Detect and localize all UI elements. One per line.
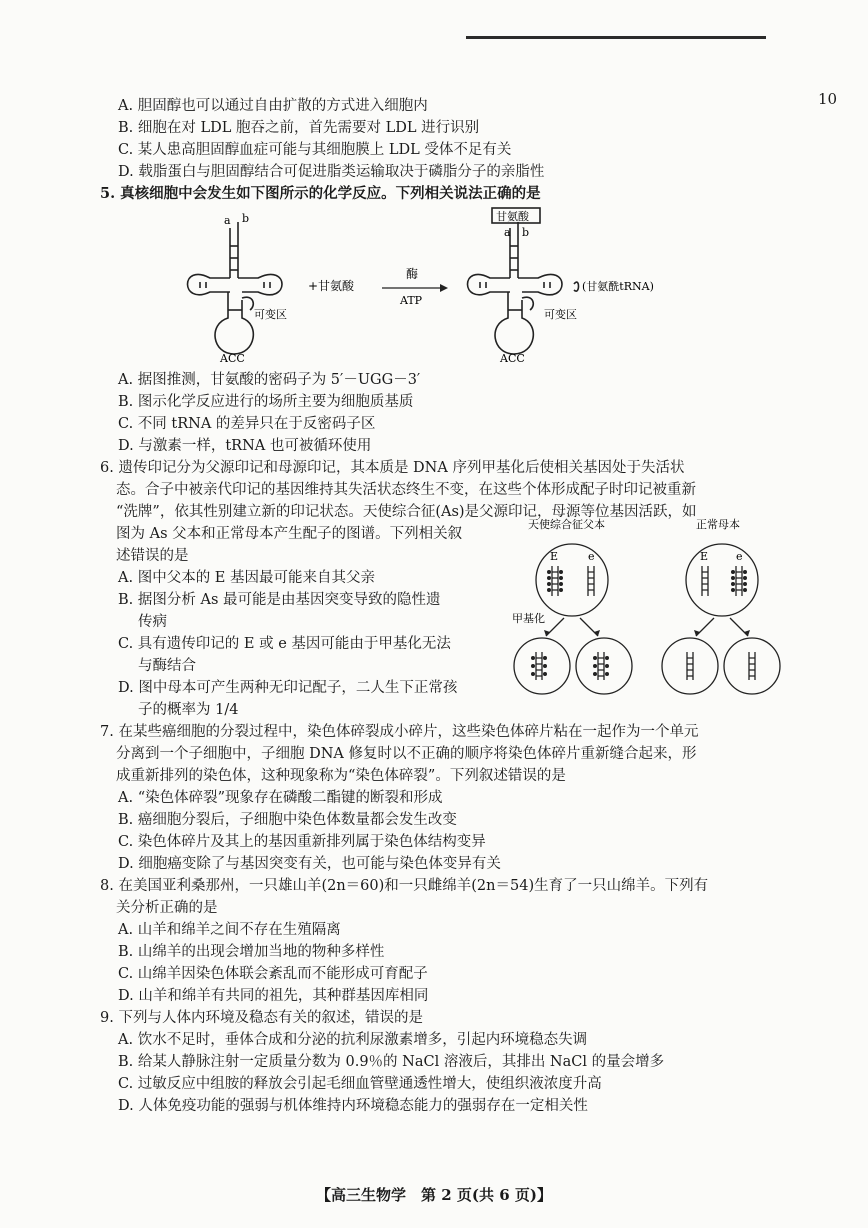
father-gene-E: E <box>550 550 559 563</box>
end-b-label: b <box>242 212 250 225</box>
q9-option-d: D. 人体免疫功能的强弱与机体维持内环境稳态能力的强弱存在一定相关性 <box>118 1098 588 1114</box>
end-b-label-right: b <box>522 226 530 239</box>
q9-option-b: B. 给某人静脉注射一定质量分数为 0.9％的 NaCl 溶液后，其排出 NaCl 的量会增多 <box>118 1054 665 1070</box>
father-gene-e: e <box>588 550 595 563</box>
q8-option-d: D. 山羊和绵羊有共同的祖先，其种群基因库相同 <box>118 988 429 1004</box>
q8-option-a: A. 山羊和绵羊之间不存在生殖隔离 <box>118 922 341 938</box>
q7-option-d: D. 细胞癌变除了与基因突变有关，也可能与染色体变异有关 <box>118 856 501 872</box>
q8-option-b: B. 山绵羊的出现会增加当地的物种多样性 <box>118 944 385 960</box>
end-a-label-right: a <box>504 226 511 239</box>
q6-option-c: C. 具有遗传印记的 E 或 e 基因可能由于甲基化无法 <box>118 636 451 652</box>
q6-option-d-cont: 子的概率为 1/4 <box>138 702 239 718</box>
q8-stem-line-2: 关分析正确的是 <box>116 900 218 916</box>
methylation-label: 甲基化 <box>512 612 545 625</box>
q4-option-d: D. 载脂蛋白与胆固醇结合可促进脂类运输取决于磷脂分子的亲脂性 <box>118 164 545 180</box>
mother-gene-E: E <box>700 550 709 563</box>
q6-stem-line-5: 述错误的是 <box>116 548 189 564</box>
amino-acid-box-label: 甘氨酸 <box>496 210 529 223</box>
header-rule <box>466 36 766 39</box>
mother-cell-icon <box>686 544 758 616</box>
q9-stem: 9. 下列与人体内环境及稳态有关的叙述，错误的是 <box>100 1010 423 1026</box>
q6-option-b: B. 据图分析 As 最可能是由基因突变导致的隐性遗 <box>118 592 441 608</box>
anticodon-label-right: ACC <box>500 352 525 365</box>
end-a-label: a <box>224 214 231 227</box>
q4-option-c: C. 某人患高胆固醇血症可能与其细胞膜上 LDL 受体不足有关 <box>118 142 512 158</box>
q5-option-a: A. 据图推测，甘氨酸的密码子为 5′－UGG－3′ <box>118 372 421 388</box>
q6-option-b-cont: 传病 <box>138 614 167 630</box>
q6-stem-line-2: 态。合子中被亲代印记的基因维持其失活状态终生不变，在这些个体形成配子时印记被重新 <box>116 482 696 498</box>
trna-reaction-diagram <box>170 206 654 366</box>
q8-stem-line-1: 8. 在美国亚利桑那州，一只雄山羊(2n＝60)和一只雌绵羊(2n＝54)生育了一只山绵羊。下列有 <box>100 878 709 894</box>
q5-stem: 5. 真核细胞中会发生如下图所示的化学反应。下列相关说法正确的是 <box>100 185 541 202</box>
q7-option-a: A. “染色体碎裂”现象存在磷酸二酯键的断裂和形成 <box>118 790 443 806</box>
q5-option-d: D. 与激素一样，tRNA 也可被循环使用 <box>118 438 372 454</box>
product-label: (甘氨酰tRNA) <box>582 280 654 293</box>
q6-option-a: A. 图中父本的 E 基因最可能来自其父亲 <box>118 570 375 586</box>
father-cell-icon <box>536 544 608 616</box>
reactant-label: +甘氨酸 <box>308 279 355 293</box>
mother-gamete-1-icon <box>662 638 718 694</box>
q6-stem-line-3: “洗牌”，依其性别建立新的印记状态。天使综合征(As)是父源印记，母源等位基因活跃，如 <box>116 504 697 520</box>
father-title: 天使综合征父本 <box>528 518 605 531</box>
variable-region-label-left: 可变区 <box>254 308 287 321</box>
q7-stem-line-3: 成重新排列的染色体，这种现象称为“染色体碎裂”。下列叙述错误的是 <box>116 768 566 784</box>
variable-region-label-right: 可变区 <box>544 308 577 321</box>
mother-gene-e: e <box>736 550 743 563</box>
enzyme-label: 酶 <box>406 267 419 281</box>
q7-stem-line-2: 分离到一个子细胞中，子细胞 DNA 修复时以不正确的顺序将染色体碎片重新缝合起来，形 <box>116 746 697 762</box>
q7-stem-line-1: 7. 在某些癌细胞的分裂过程中，染色体碎裂成小碎片，这些染色体碎片粘在一起作为一个单元 <box>100 724 699 740</box>
mother-title: 正常母本 <box>696 518 740 531</box>
mother-gamete-2-icon <box>724 638 780 694</box>
q9-option-c: C. 过敏反应中组胺的释放会引起毛细血管壁通透性增大，使组织液浓度升高 <box>118 1076 602 1092</box>
q6-stem-line-1: 6. 遗传印记分为父源印记和母源印记，其本质是 DNA 序列甲基化后使相关基因处于失活状 <box>100 460 685 476</box>
imprinting-diagram <box>510 514 810 714</box>
q4-option-a: A. 胆固醇也可以通过自由扩散的方式进入细胞内 <box>118 98 428 114</box>
anticodon-label-left: ACC <box>220 352 245 365</box>
q7-option-c: C. 染色体碎片及其上的基因重新排列属于染色体结构变异 <box>118 834 486 850</box>
q5-option-c: C. 不同 tRNA 的差异只在于反密码子区 <box>118 416 376 432</box>
q7-option-b: B. 癌细胞分裂后，子细胞中染色体数量都会发生改变 <box>118 812 457 828</box>
q6-option-d: D. 图中母本可产生两种无印记配子，二人生下正常孩 <box>118 680 458 696</box>
page-footer: 【高三生物学 第 2 页(共 6 页)】 <box>316 1186 552 1204</box>
q8-option-c: C. 山绵羊因染色体联会紊乱而不能形成可育配子 <box>118 966 428 982</box>
atp-label: ATP <box>400 294 423 307</box>
q9-option-a: A. 饮水不足时，垂体合成和分泌的抗利尿激素增多，引起内环境稳态失调 <box>118 1032 588 1048</box>
q5-option-b: B. 图示化学反应进行的场所主要为细胞质基质 <box>118 394 414 410</box>
page-corner-number: 10 <box>818 90 838 108</box>
q4-option-b: B. 细胞在对 LDL 胞吞之前，首先需要对 LDL 进行识别 <box>118 120 480 136</box>
q6-option-c-cont: 与酶结合 <box>138 658 196 674</box>
trna-left-icon <box>188 222 283 354</box>
q6-stem-line-4: 图为 As 父本和正常母本产生配子的图谱。下列相关叙 <box>116 526 463 542</box>
reaction-arrowhead <box>440 284 448 292</box>
